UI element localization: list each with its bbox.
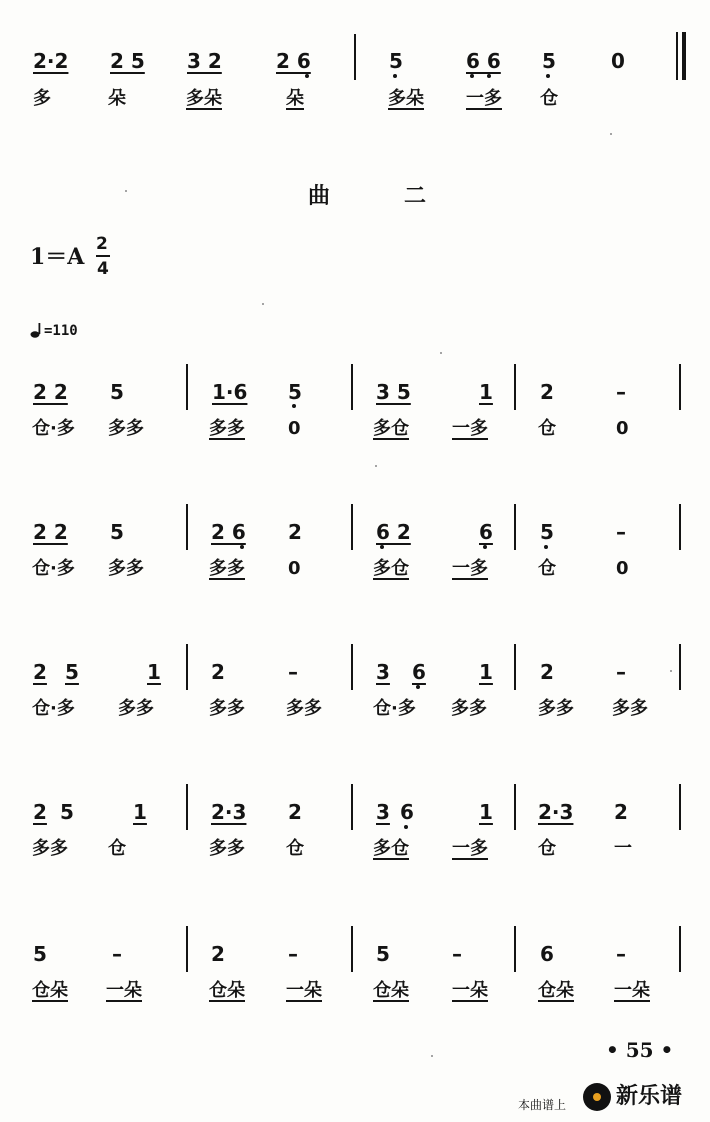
note: 6 6 [466, 49, 501, 73]
site-logo: 新乐谱 [616, 1084, 683, 1109]
note: 6 [400, 800, 414, 824]
lyric: 多多 [32, 838, 68, 859]
lyric: 0 [288, 558, 301, 579]
note: – [112, 942, 122, 966]
lyric: 一朵 [614, 980, 650, 1001]
octave-dot [240, 545, 244, 549]
octave-dot [380, 545, 384, 549]
note: 5 [60, 800, 74, 824]
octave-dot [483, 545, 487, 549]
lyric: 仓朵 [373, 980, 409, 1001]
octave-dot [292, 404, 296, 408]
scan-speck [125, 190, 127, 192]
note: 6 [412, 660, 426, 684]
lyric: 多多 [451, 698, 487, 719]
note: 5 [110, 520, 124, 544]
note: – [616, 942, 626, 966]
barline [679, 926, 681, 972]
page-number: • 55 • [606, 1038, 674, 1062]
lyric: 仓 [538, 838, 556, 859]
note: – [288, 942, 298, 966]
quarter-note-icon [30, 322, 44, 338]
barline [186, 504, 188, 550]
note: 3 [376, 800, 390, 824]
note: 6 2 [376, 520, 411, 544]
time-signature-line [96, 255, 110, 257]
note: – [616, 520, 626, 544]
note: 2 6 [211, 520, 246, 544]
note: 2·3 [538, 800, 574, 824]
note: 2 [211, 660, 225, 684]
note: 2 [33, 800, 47, 824]
lyric: 一朵 [106, 980, 142, 1001]
lyric: 多仓 [373, 838, 409, 859]
barline [514, 644, 516, 690]
barline [514, 784, 516, 830]
note: 6 [479, 520, 493, 544]
note: 2 5 [110, 49, 145, 73]
barline [679, 504, 681, 550]
barline [679, 364, 681, 410]
barline [186, 926, 188, 972]
octave-dot [470, 74, 474, 78]
lyric: 多多 [209, 558, 245, 579]
note: 3 2 [187, 49, 222, 73]
note: 5 [110, 380, 124, 404]
scan-speck [610, 133, 612, 135]
note: – [452, 942, 462, 966]
lyric: 一多 [452, 558, 488, 579]
lyric: 多多 [118, 698, 154, 719]
note: 2 [33, 660, 47, 684]
note: 2·2 [33, 49, 69, 73]
note: 2 2 [33, 520, 68, 544]
lyric: 仓 [538, 418, 556, 439]
lyric: 多多 [538, 698, 574, 719]
barline [186, 784, 188, 830]
octave-dot [487, 74, 491, 78]
lyric: 多多 [612, 698, 648, 719]
time-signature-numerator: 2 [96, 234, 108, 254]
lyric: 一朵 [452, 980, 488, 1001]
lyric: 0 [288, 418, 301, 439]
barline [351, 784, 353, 830]
scan-speck [670, 670, 672, 672]
note: 5 [542, 49, 556, 73]
lyric: 仓 [108, 838, 126, 859]
note: 2·3 [211, 800, 247, 824]
barline [514, 504, 516, 550]
note: 2 [211, 942, 225, 966]
lyric: 仓 [286, 838, 304, 859]
scan-speck [375, 465, 377, 467]
note: 2 [614, 800, 628, 824]
note: 0 [611, 49, 625, 73]
lyric: 仓·多 [32, 558, 75, 579]
note: 5 [540, 520, 554, 544]
note: 2 [540, 380, 554, 404]
note: 6 [540, 942, 554, 966]
note: 2 2 [33, 380, 68, 404]
final-barline [682, 32, 686, 80]
lyric: 0 [616, 418, 629, 439]
note: 3 [376, 660, 390, 684]
barline [679, 644, 681, 690]
barline [354, 34, 356, 80]
lyric: 多仓 [373, 418, 409, 439]
note: 1 [479, 380, 493, 404]
lyric: 多多 [108, 558, 144, 579]
scan-speck [440, 352, 442, 354]
lyric: 仓朵 [209, 980, 245, 1001]
final-barline [676, 32, 678, 80]
lyric: 一多 [452, 838, 488, 859]
barline [514, 364, 516, 410]
lyric: 仓·多 [373, 698, 416, 719]
octave-dot [416, 685, 420, 689]
note: 1·6 [212, 380, 248, 404]
note: 1 [479, 800, 493, 824]
octave-dot [404, 825, 408, 829]
note: 1 [133, 800, 147, 824]
octave-dot [305, 74, 309, 78]
lyric: 多朵 [186, 88, 222, 109]
note: 2 [288, 800, 302, 824]
lyric: 多多 [108, 418, 144, 439]
note: – [616, 380, 626, 404]
barline [679, 784, 681, 830]
note: 5 [376, 942, 390, 966]
lyric: 多多 [286, 698, 322, 719]
key-signature: 1＝A [30, 244, 85, 270]
lyric: 仓 [540, 88, 558, 109]
barline [351, 926, 353, 972]
lyric: 仓 [538, 558, 556, 579]
lyric: 一多 [466, 88, 502, 109]
lyric: 一 [614, 838, 632, 859]
lyric: 仓·多 [32, 698, 75, 719]
octave-dot [544, 545, 548, 549]
barline [351, 644, 353, 690]
lyric: 朵 [286, 88, 304, 109]
lyric: 多多 [209, 698, 245, 719]
vinyl-disc-icon [583, 1083, 611, 1111]
lyric: 一朵 [286, 980, 322, 1001]
lyric: 朵 [108, 88, 126, 109]
note: 3 5 [376, 380, 411, 404]
lyric: 多 [33, 88, 51, 109]
barline [351, 504, 353, 550]
lyric: 多多 [209, 838, 245, 859]
note: 2 6 [276, 49, 311, 73]
lyric: 多多 [209, 418, 245, 439]
lyric: 仓朵 [32, 980, 68, 1001]
scan-speck [262, 303, 264, 305]
note: – [616, 660, 626, 684]
lyric: 仓朵 [538, 980, 574, 1001]
note: – [288, 660, 298, 684]
lyric: 仓·多 [32, 418, 75, 439]
octave-dot [393, 74, 397, 78]
barline [514, 926, 516, 972]
note: 2 [288, 520, 302, 544]
scan-speck [431, 1055, 433, 1057]
note: 5 [389, 49, 403, 73]
lyric: 多朵 [388, 88, 424, 109]
note: 2 [540, 660, 554, 684]
barline [351, 364, 353, 410]
tempo-marking: =110 [44, 323, 78, 339]
time-signature-denominator: 4 [97, 259, 109, 279]
source-credit: 本曲谱上 [518, 1098, 567, 1112]
barline [186, 364, 188, 410]
octave-dot [546, 74, 550, 78]
barline [186, 644, 188, 690]
lyric: 一多 [452, 418, 488, 439]
lyric: 0 [616, 558, 629, 579]
lyric: 多仓 [373, 558, 409, 579]
piece-title: 曲 二 [308, 184, 453, 209]
note: 5 [288, 380, 302, 404]
note: 5 [33, 942, 47, 966]
note: 5 [65, 660, 79, 684]
note: 1 [479, 660, 493, 684]
note: 1 [147, 660, 161, 684]
